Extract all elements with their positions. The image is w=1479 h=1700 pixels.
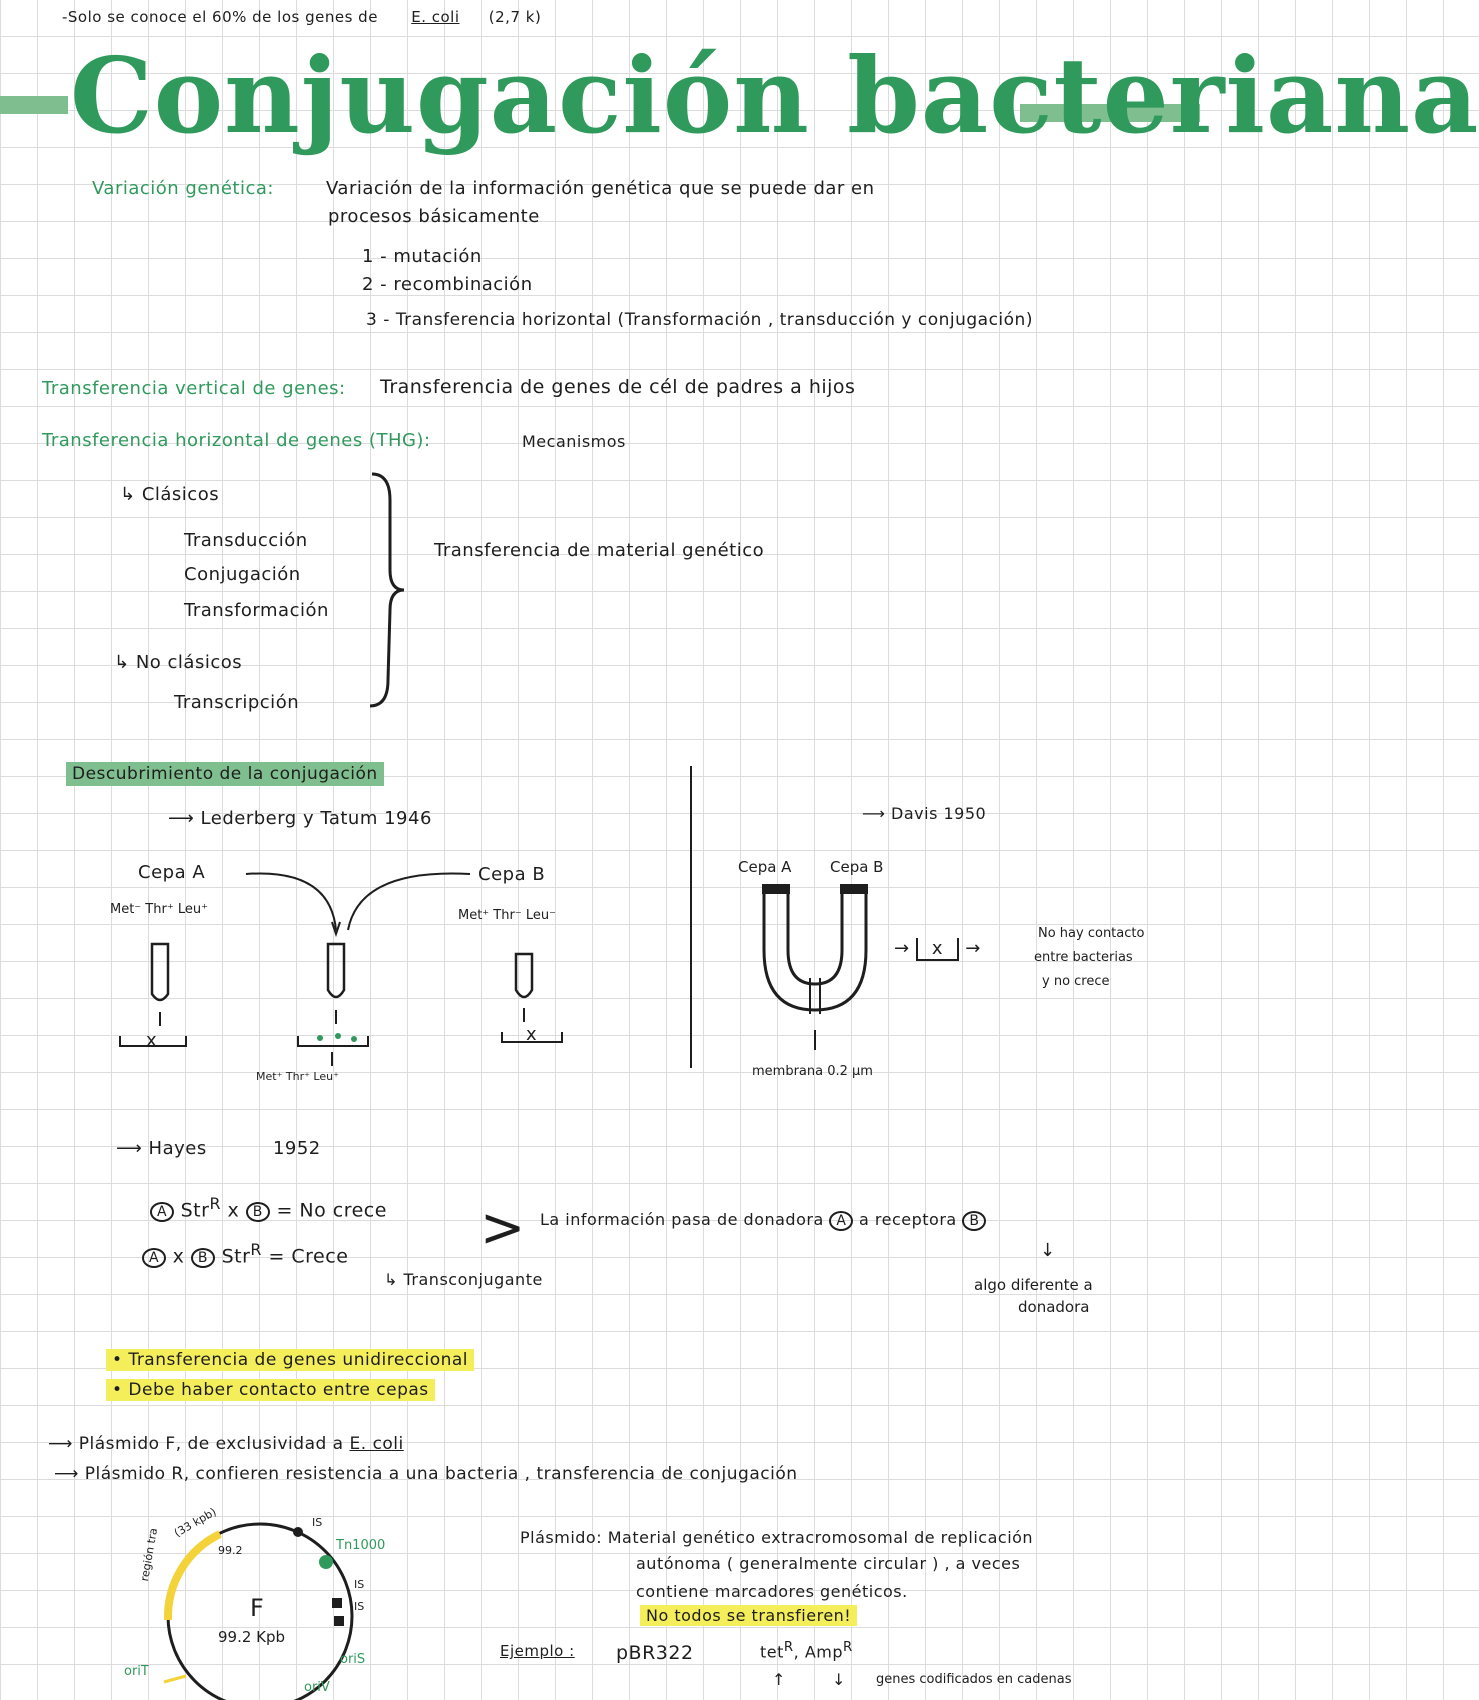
arrow-icon: ↳ (114, 652, 136, 673)
cepa-b-label: Cepa B (478, 864, 546, 885)
ejemplo-label-text: Ejemplo : (500, 1642, 575, 1660)
thg-term: Transferencia horizontal de genes (THG): (42, 430, 431, 451)
variacion-term: Variación genética: (92, 178, 274, 199)
arrow-icon: ⟶ (862, 804, 892, 823)
davis-text: Davis 1950 (891, 804, 987, 823)
hayes-info-text: La información pasa de donadora (540, 1210, 824, 1229)
top-note-ecoli: E. coli (411, 8, 460, 26)
tube-b-icon (516, 954, 532, 997)
plasmido-f-ecoli: E. coli (349, 1434, 404, 1454)
thg-clasicos-item-1: Transducción (184, 530, 308, 551)
plasmido-def-line1: Material genético extracromosomal de replicación (607, 1528, 1034, 1547)
thg-no-clasicos-item-1: Transcripción (174, 692, 300, 713)
variacion-def-line2: procesos básicamente (328, 206, 540, 227)
thg-no-clasicos (114, 652, 242, 673)
plasmido-def-term: Plásmido: (520, 1528, 603, 1547)
page-title: Conjugación bacteriana (70, 34, 1479, 157)
f-orit: oriT (124, 1664, 149, 1679)
lederberg-result-geno: Met⁺ Thr⁺ Leu⁺ (256, 1070, 339, 1083)
hayes-cross2-str: Str (221, 1245, 251, 1268)
davis-result-x: x (916, 938, 959, 961)
ejemplo-sup-1: R (783, 1640, 794, 1655)
variacion-item-1: 1 - mutación (362, 246, 482, 267)
lederberg-line (168, 808, 432, 829)
arrow-icon: ↳ (120, 484, 142, 505)
arrow-icon: → (894, 938, 916, 959)
top-note (62, 8, 541, 26)
lederberg-diagram (110, 860, 610, 1090)
down-arrow-icon: ↓ (1040, 1240, 1056, 1261)
f-plasmid-label: F (250, 1594, 265, 1622)
thg-clasicos-item-2: Conjugación (184, 564, 301, 585)
thg-brace-text: Transferencia de material genético (434, 540, 765, 561)
variacion-def-line1: Variación de la información genética que se puede dar en (326, 178, 875, 199)
bullet-1 (106, 1350, 474, 1370)
plasmido-r-text: Plásmido R, confieren resistencia a una bacteria , transferencia de conjugación (84, 1464, 798, 1484)
thg-no-clasicos-label: No clásicos (135, 652, 243, 673)
hayes-cross1-str: Str (180, 1199, 210, 1222)
vertical-divider (690, 766, 692, 1068)
f-is-1: IS (312, 1516, 323, 1529)
variacion-item-2: 2 - recombinación (362, 274, 533, 295)
f-plasmid-size: 99.2 Kpb (218, 1628, 286, 1646)
davis-cepa-a: Cepa A (738, 858, 792, 876)
hayes-cross1-b: B (246, 1202, 270, 1222)
ejemplo-sup-2: R (843, 1640, 853, 1655)
thg-brace (370, 470, 410, 710)
tube-mix-icon (328, 944, 344, 997)
transconjugante-text: Transconjugante (403, 1270, 543, 1289)
hayes-cross1-a: A (150, 1202, 174, 1222)
lederberg-x-a: x (146, 1030, 158, 1051)
hayes-info-a: A (829, 1211, 853, 1231)
arrow-icon: ⟶ (116, 1138, 149, 1159)
hayes-cross1-sup: R (209, 1194, 221, 1213)
hayes-info-b: B (962, 1211, 986, 1231)
top-note-text: -Solo se conoce el 60% de los genes de (62, 8, 378, 26)
arrow-icon: ⟶ (48, 1434, 79, 1454)
arrow-icon: ⟶ (168, 808, 201, 829)
davis-line (862, 804, 986, 823)
hayes-line (116, 1138, 321, 1159)
transconjugante-line (384, 1270, 543, 1289)
f-tn1000: Tn1000 (336, 1538, 386, 1553)
ejemplo-markers (760, 1640, 853, 1661)
lederberg-x-b: x (526, 1024, 538, 1045)
f-region-tra: región tra (138, 1526, 161, 1583)
bullet-1-text: • Transferencia de genes unidireccional (106, 1349, 474, 1371)
lederberg-text: Lederberg y Tatum 1946 (200, 808, 432, 829)
f-oriv: oriV (304, 1680, 330, 1695)
genes-note: genes codificados en cadenas (876, 1672, 1072, 1687)
davis-note-1: No hay contacto (1038, 926, 1145, 941)
up-arrow-icon: ↑ (772, 1670, 786, 1689)
hayes-info (540, 1210, 986, 1229)
hayes-year: 1952 (272, 1138, 321, 1159)
plasmido-f-line (48, 1434, 404, 1454)
ejemplo-name: pBR322 (616, 1642, 694, 1664)
hayes-cross2-sup: R (250, 1240, 262, 1259)
hayes-cross2-result: = Crece (268, 1245, 349, 1268)
ejemplo-amp: , Amp (793, 1642, 844, 1662)
descubrimiento-heading (66, 764, 384, 784)
cepa-a-geno: Met⁻ Thr⁺ Leu⁺ (110, 902, 208, 917)
f-oris: oriS (340, 1652, 366, 1667)
davis-cepa-b: Cepa B (830, 858, 884, 876)
title-band-left (0, 96, 68, 114)
thg-clasicos (120, 484, 219, 505)
greater-than-icon: > (480, 1196, 526, 1259)
thg-def: Mecanismos (522, 432, 626, 451)
hayes-cross-2: A x B Str$^R$ = Crece (142, 1240, 348, 1267)
hayes-cross1-result: = No crece (276, 1199, 387, 1222)
plasmido-def (520, 1528, 1033, 1547)
hayes-diferente-2: donadora (1018, 1298, 1090, 1316)
top-note-size: (2,7 k) (488, 8, 542, 26)
f-is-3: IS (354, 1600, 365, 1613)
davis-result (894, 938, 981, 959)
descubrimiento-heading-text: Descubrimiento de la conjugación (66, 762, 384, 786)
hayes-info-to: a receptora (859, 1210, 957, 1229)
hayes-diferente: algo diferente a (974, 1276, 1093, 1294)
davis-membrana: membrana 0.2 μm (752, 1064, 873, 1079)
cepa-a-label: Cepa A (138, 862, 206, 883)
tube-a-icon (152, 944, 168, 1000)
hayes-label: Hayes (148, 1138, 207, 1159)
down-arrow-icon: ↓ (832, 1670, 846, 1689)
tvg-term: Transferencia vertical de genes: (42, 378, 346, 399)
f-mark-99: 99.2 (218, 1544, 243, 1557)
u-tube-icon (760, 880, 870, 1020)
arrow-icon: → (958, 938, 981, 959)
bullet-2-text: • Debe haber contacto entre cepas (106, 1379, 435, 1401)
cepa-b-geno: Met⁺ Thr⁻ Leu⁻ (458, 908, 556, 923)
thg-clasicos-item-3: Transformación (184, 600, 329, 621)
plasmido-def-line2: autónoma ( generalmente circular ) , a veces (636, 1554, 1021, 1573)
plasmido-def-hl-text: No todos se transfieren! (640, 1605, 857, 1626)
plasmido-r-line (54, 1464, 798, 1484)
hayes-cross-1: A Str$^R$ x B = No crece (150, 1194, 387, 1221)
bullet-2 (106, 1380, 435, 1400)
arrow-icon: ⟶ (54, 1464, 85, 1484)
hayes-cross2-b: B (191, 1248, 215, 1268)
davis-note-3: y no crece (1042, 974, 1110, 989)
ejemplo-tet: tet (760, 1642, 784, 1662)
tvg-def: Transferencia de genes de cél de padres a hijos (380, 376, 856, 398)
ejemplo-label (500, 1642, 575, 1660)
thg-clasicos-label: Clásicos (141, 484, 220, 505)
f-is-2: IS (354, 1578, 365, 1591)
arrow-icon: ↳ (384, 1270, 404, 1289)
f-region-size: (33 kpb) (171, 1505, 219, 1540)
plasmido-def-line3: contiene marcadores genéticos. (636, 1582, 908, 1601)
plasmido-def-hl (640, 1606, 857, 1625)
variacion-item-3: 3 - Transferencia horizontal (Transformación , transducción y conjugación) (366, 310, 1033, 330)
plasmido-f-text: Plásmido F, de exclusividad a (78, 1434, 344, 1454)
hayes-cross2-a: A (142, 1248, 166, 1268)
davis-note-2: entre bacterias (1034, 950, 1133, 965)
